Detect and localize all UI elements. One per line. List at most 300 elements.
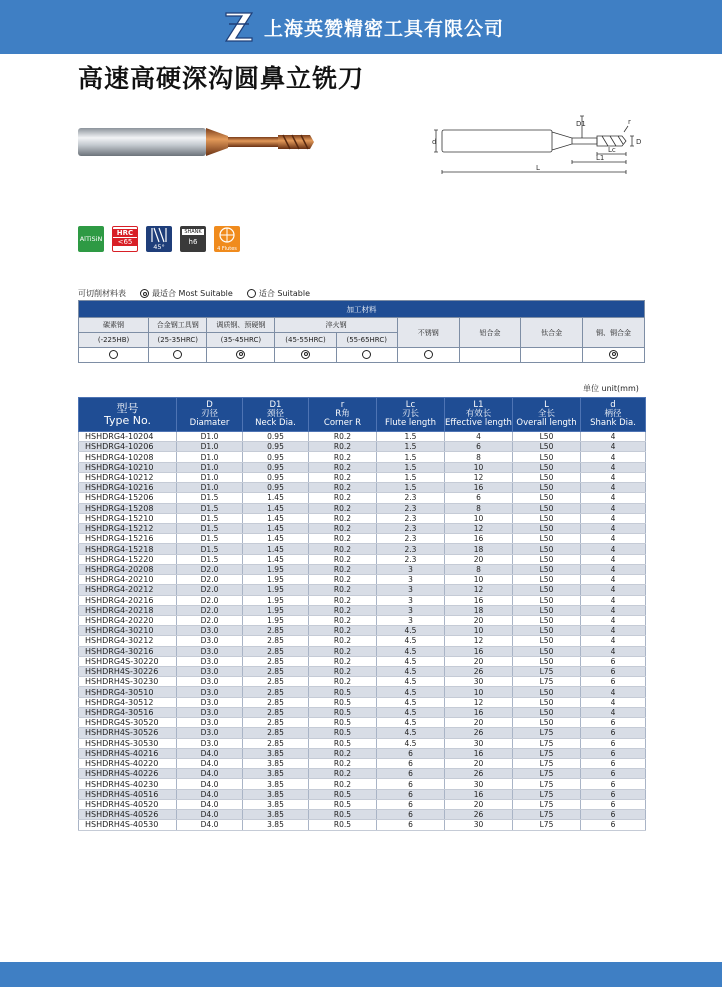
table-cell: 4 [581,472,646,482]
table-cell: 18 [445,605,513,615]
flutes-icon: 4 Flutes [214,226,240,252]
table-cell: 2.3 [377,534,445,544]
mat-mark-6 [459,348,521,363]
table-cell: 26 [445,769,513,779]
helix-angle-icon: 45° [146,226,172,252]
table-cell: D2.0 [177,615,243,625]
table-cell: R0.2 [309,646,377,656]
table-cell: 0.95 [243,432,309,442]
table-cell: L50 [513,493,581,503]
table-cell: 10 [445,513,513,523]
table-cell: L50 [513,462,581,472]
table-cell: R0.2 [309,452,377,462]
table-cell: HSHDRH4S-40526 [79,810,177,820]
table-cell: R0.2 [309,748,377,758]
table-cell: 0.95 [243,452,309,462]
table-cell: R0.2 [309,503,377,513]
mat-mark-5 [397,348,459,363]
table-cell: HSHDRG4-30516 [79,707,177,717]
table-cell: D1.5 [177,523,243,533]
table-cell: D4.0 [177,759,243,769]
mat-range-1: (25-35HRC) [149,333,207,348]
table-cell: D4.0 [177,779,243,789]
circle-icon [109,350,118,359]
table-cell: 4 [581,554,646,564]
table-cell: D2.0 [177,595,243,605]
table-cell: HSHDRH4S-40530 [79,820,177,830]
table-cell: R0.2 [309,544,377,554]
table-cell: L75 [513,820,581,830]
table-cell: D3.0 [177,656,243,666]
table-cell: 0.95 [243,483,309,493]
table-cell: D4.0 [177,820,243,830]
spec-header-0: 型号 Type No. [79,398,177,432]
table-row [79,759,646,769]
table-cell: 2.85 [243,707,309,717]
table-cell: R0.2 [309,442,377,452]
table-cell: 6 [581,677,646,687]
table-cell: HSHDRG4-15220 [79,554,177,564]
table-cell: R0.5 [309,718,377,728]
table-cell: R0.2 [309,759,377,769]
table-cell: 10 [445,462,513,472]
table-cell: 1.95 [243,575,309,585]
table-row [79,810,646,820]
table-cell: 12 [445,472,513,482]
table-cell: D2.0 [177,564,243,574]
table-cell: 3.85 [243,799,309,809]
table-cell: L75 [513,789,581,799]
table-cell: L75 [513,748,581,758]
table-cell: 8 [445,503,513,513]
table-cell: 6 [581,759,646,769]
double-circle-icon [301,350,310,359]
table-cell: D1.5 [177,493,243,503]
table-cell: 16 [445,646,513,656]
table-cell: R0.2 [309,554,377,564]
table-cell: 6 [377,769,445,779]
table-row [79,452,646,462]
table-cell: 20 [445,718,513,728]
table-row [79,748,646,758]
table-cell: D1.0 [177,472,243,482]
table-cell: 1.45 [243,513,309,523]
table-cell: 1.5 [377,472,445,482]
mat-mark-3 [275,348,336,363]
table-cell: 30 [445,820,513,830]
table-cell: D4.0 [177,789,243,799]
mat-mark-8 [583,348,645,363]
table-cell: 20 [445,759,513,769]
table-cell: 2.85 [243,656,309,666]
table-cell: 4 [581,432,646,442]
table-cell: 20 [445,554,513,564]
table-cell: 1.45 [243,523,309,533]
table-cell: R0.5 [309,789,377,799]
table-cell: 8 [445,452,513,462]
shank-icon: SHANK h6 [180,226,206,252]
table-cell: 3.85 [243,820,309,830]
table-cell: D4.0 [177,810,243,820]
coating-icon: AlTiSiN [78,226,104,252]
table-cell: 6 [581,667,646,677]
table-cell: 26 [445,810,513,820]
table-cell: L50 [513,575,581,585]
table-row [79,513,646,523]
table-cell: D1.5 [177,513,243,523]
table-cell: L50 [513,544,581,554]
table-cell: 4 [581,585,646,595]
page-title: 高速高硬深沟圆鼻立铣刀 [78,64,365,93]
table-cell: 4 [445,432,513,442]
table-cell: 4.5 [377,626,445,636]
table-cell: R0.2 [309,472,377,482]
table-cell: 4 [581,595,646,605]
spec-header-1: D 刃径 Diamater [177,398,243,432]
table-cell: 3 [377,564,445,574]
table-row [79,656,646,666]
dimension-drawing [432,108,657,180]
table-cell: L50 [513,656,581,666]
spec-header-7: d 柄径 Shank Dia. [581,398,646,432]
table-cell: R0.2 [309,626,377,636]
table-cell: R0.2 [309,779,377,789]
table-cell: 3 [377,605,445,615]
table-cell: 4 [581,605,646,615]
table-cell: 1.95 [243,605,309,615]
table-cell: 16 [445,534,513,544]
table-cell: D2.0 [177,585,243,595]
table-cell: HSHDRG4-20212 [79,585,177,595]
circle-icon [247,289,256,298]
table-cell: 3.85 [243,789,309,799]
table-cell: D4.0 [177,769,243,779]
table-cell: 4.5 [377,718,445,728]
table-cell: L50 [513,503,581,513]
mat-quenched-header: 淬火钢 [275,318,397,333]
table-cell: 4 [581,646,646,656]
table-cell: HSHDRH4S-40216 [79,748,177,758]
table-cell: D2.0 [177,575,243,585]
mat-mark-0 [79,348,149,363]
table-row [79,585,646,595]
spec-table [78,397,646,831]
table-row [79,626,646,636]
table-cell: 2.3 [377,554,445,564]
table-cell: 1.45 [243,544,309,554]
mat-mark-2 [207,348,275,363]
table-cell: 4 [581,503,646,513]
table-cell: 16 [445,483,513,493]
table-cell: 6 [581,718,646,728]
table-row [79,605,646,615]
table-cell: L50 [513,523,581,533]
table-cell: 3.85 [243,759,309,769]
table-cell: HSHDRG4-20220 [79,615,177,625]
table-cell: L50 [513,697,581,707]
table-cell: 6 [581,799,646,809]
table-cell: 10 [445,575,513,585]
table-cell: 3.85 [243,810,309,820]
spec-header-4: Lc 刃长 Flute length [377,398,445,432]
table-cell: HSHDRH4S-30230 [79,677,177,687]
materials-title: 可切削材料表 [78,289,126,298]
table-cell: 10 [445,687,513,697]
footer-bar [0,962,722,987]
table-row [79,687,646,697]
table-cell: R0.2 [309,595,377,605]
table-cell: D1.5 [177,544,243,554]
table-cell: R0.5 [309,707,377,717]
table-row [79,493,646,503]
table-cell: 4.5 [377,656,445,666]
table-cell: 1.45 [243,493,309,503]
table-cell: L50 [513,472,581,482]
table-cell: L50 [513,595,581,605]
mat-col-8: 铜、铜合金 [583,318,645,348]
table-cell: L50 [513,564,581,574]
table-cell: 4.5 [377,687,445,697]
table-cell: HSHDRG4-30210 [79,626,177,636]
table-cell: 12 [445,697,513,707]
table-cell: R0.2 [309,513,377,523]
table-cell: R0.2 [309,605,377,615]
table-row [79,799,646,809]
company-logo-icon [223,10,255,44]
table-cell: D1.5 [177,534,243,544]
table-cell: 6 [377,820,445,830]
table-cell: 4.5 [377,646,445,656]
table-cell: R0.5 [309,799,377,809]
table-cell: 2.85 [243,626,309,636]
table-cell: 6 [377,779,445,789]
table-cell: R0.5 [309,687,377,697]
end-mill-photo [78,118,318,168]
table-cell: D3.0 [177,728,243,738]
legend-suitable: 适合 Suitable [247,288,310,299]
table-cell: D1.0 [177,432,243,442]
table-cell: D1.0 [177,462,243,472]
table-cell: L50 [513,585,581,595]
table-cell: 4 [581,544,646,554]
table-cell: 4.5 [377,707,445,717]
table-cell: HSHDRG4-20208 [79,564,177,574]
table-cell: 30 [445,779,513,789]
table-cell: 4 [581,452,646,462]
dim-r: r [628,118,631,126]
table-cell: 1.5 [377,452,445,462]
table-cell: L75 [513,799,581,809]
table-cell: R0.2 [309,493,377,503]
table-row [79,738,646,748]
materials-legend [78,288,310,299]
table-cell: R0.5 [309,820,377,830]
dim-L1: L1 [596,154,605,162]
table-cell: 12 [445,523,513,533]
table-cell: 1.5 [377,432,445,442]
table-cell: 6 [581,810,646,820]
table-cell: 2.85 [243,718,309,728]
table-cell: HSHDRG4-30216 [79,646,177,656]
mat-col-2: 调质钢、预硬钢 [207,318,275,333]
table-cell: 3 [377,585,445,595]
table-cell: 6 [445,493,513,503]
circle-icon [424,350,433,359]
table-cell: 3.85 [243,769,309,779]
dim-Lc: Lc [608,146,616,154]
table-row [79,523,646,533]
table-cell: 6 [581,789,646,799]
table-cell: 4.5 [377,728,445,738]
table-cell: R0.2 [309,677,377,687]
table-cell: 1.95 [243,564,309,574]
table-cell: L50 [513,687,581,697]
table-cell: D2.0 [177,605,243,615]
table-cell: D4.0 [177,748,243,758]
table-cell: 6 [581,656,646,666]
table-cell: L50 [513,452,581,462]
table-cell: HSHDRG4-30510 [79,687,177,697]
table-cell: R0.2 [309,483,377,493]
spec-header-2: D1 颈径 Neck Dia. [243,398,309,432]
materials-table [78,300,645,363]
table-cell: 6 [377,799,445,809]
table-cell: L50 [513,442,581,452]
table-cell: R0.5 [309,738,377,748]
table-cell: HSHDRG4-30512 [79,697,177,707]
table-row [79,820,646,830]
table-cell: HSHDRG4-30212 [79,636,177,646]
table-cell: HSHDRH4S-40226 [79,769,177,779]
table-cell: 4 [581,513,646,523]
table-cell: 4.5 [377,677,445,687]
table-cell: 4 [581,564,646,574]
table-cell: R0.5 [309,728,377,738]
dim-D: D [636,138,642,146]
table-cell: 2.3 [377,513,445,523]
table-cell: 12 [445,585,513,595]
table-cell: 2.85 [243,636,309,646]
table-cell: 20 [445,799,513,809]
table-row [79,544,646,554]
table-cell: L75 [513,728,581,738]
table-cell: D1.5 [177,554,243,564]
table-cell: R0.2 [309,534,377,544]
table-cell: 3 [377,575,445,585]
spec-header-3: r R角 Corner R [309,398,377,432]
table-row [79,646,646,656]
table-cell: 4 [581,636,646,646]
table-cell: HSHDRG4-10212 [79,472,177,482]
double-circle-icon [140,289,149,298]
table-cell: 4 [581,462,646,472]
table-cell: 0.95 [243,442,309,452]
table-row [79,718,646,728]
double-circle-icon [236,350,245,359]
mat-col-0: 碳素钢 [79,318,149,333]
table-cell: HSHDRG4-15208 [79,503,177,513]
table-cell: 3.85 [243,748,309,758]
table-cell: D4.0 [177,799,243,809]
table-cell: 2.85 [243,728,309,738]
table-cell: D1.0 [177,442,243,452]
table-cell: 16 [445,748,513,758]
table-cell: R0.2 [309,462,377,472]
spec-body [79,432,646,831]
table-row [79,769,646,779]
table-cell: R0.2 [309,636,377,646]
table-cell: HSHDRG4-10206 [79,442,177,452]
legend-most-suitable: 最适合 Most Suitable [140,288,233,299]
table-row [79,534,646,544]
table-cell: HSHDRG4-20210 [79,575,177,585]
table-cell: 2.85 [243,677,309,687]
materials-group-header: 加工材料 [79,301,645,318]
table-cell: HSHDRG4-10210 [79,462,177,472]
mat-mark-4 [336,348,397,363]
table-cell: L50 [513,554,581,564]
mat-range-0: (-225HB) [79,333,149,348]
company-name: 上海英赞精密工具有限公司 [264,18,505,40]
table-cell: 2.85 [243,667,309,677]
table-cell: 6 [581,820,646,830]
table-cell: HSHDRG4-20218 [79,605,177,615]
table-cell: 6 [377,759,445,769]
table-cell: 1.5 [377,442,445,452]
table-cell: 16 [445,707,513,717]
table-cell: 1.45 [243,534,309,544]
circle-icon [173,350,182,359]
table-cell: HSHDRG4-15218 [79,544,177,554]
table-cell: R0.2 [309,769,377,779]
table-cell: D3.0 [177,687,243,697]
spec-header-6: L 全长 Overall length [513,398,581,432]
table-cell: 30 [445,677,513,687]
table-row [79,503,646,513]
dim-D1: D1 [576,120,586,128]
table-cell: L75 [513,667,581,677]
table-cell: 2.85 [243,697,309,707]
table-cell: HSHDRG4-10204 [79,432,177,442]
mat-col-1: 合金钢工具钢 [149,318,207,333]
table-cell: D3.0 [177,646,243,656]
table-cell: HSHDRG4-20216 [79,595,177,605]
mat-col-7: 钛合金 [521,318,583,348]
table-cell: 6 [581,748,646,758]
table-cell: L75 [513,779,581,789]
table-cell: 4 [581,493,646,503]
table-cell: L75 [513,738,581,748]
table-cell: 3.85 [243,779,309,789]
table-cell: 0.95 [243,472,309,482]
table-cell: 26 [445,728,513,738]
table-cell: R0.2 [309,615,377,625]
table-cell: R0.5 [309,810,377,820]
table-cell: R0.2 [309,432,377,442]
table-cell: L75 [513,759,581,769]
table-cell: 4 [581,615,646,625]
table-cell: 4 [581,697,646,707]
table-cell: HSHDRH4S-30530 [79,738,177,748]
circle-icon [362,350,371,359]
table-cell: 6 [581,738,646,748]
table-row [79,564,646,574]
table-cell: HSHDRH4S-40520 [79,799,177,809]
table-cell: D1.5 [177,503,243,513]
table-cell: HSHDRH4S-30226 [79,667,177,677]
table-cell: L50 [513,707,581,717]
table-row [79,728,646,738]
